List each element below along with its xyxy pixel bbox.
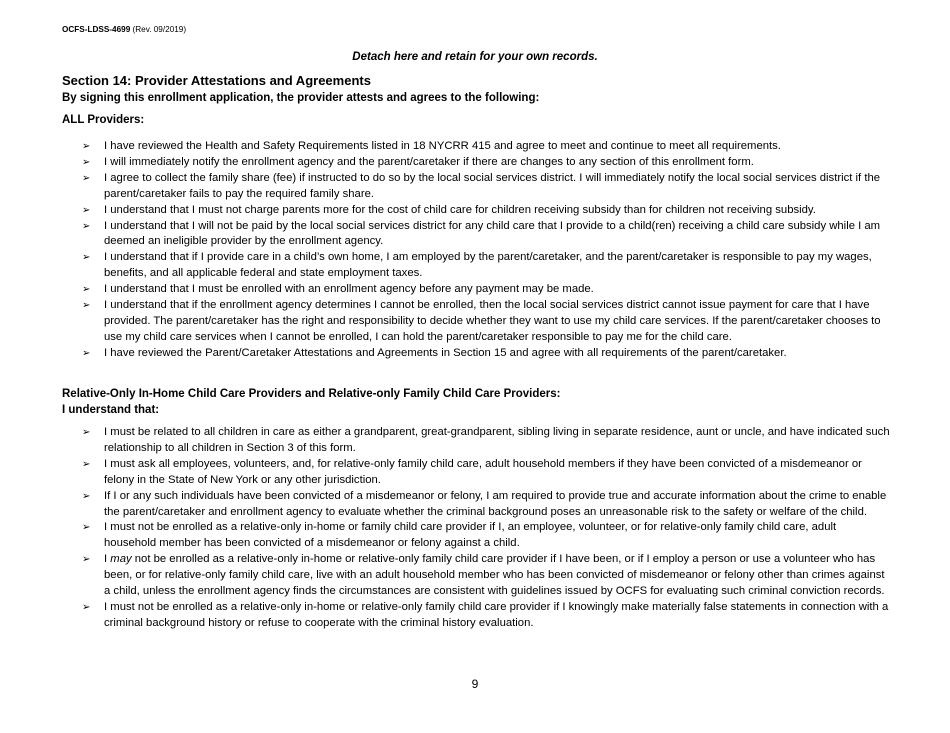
list-item (0, 298, 890, 346)
section-intro: By signing this enrollment application, the provider attests and agrees to the following: (62, 92, 540, 104)
list-item-text: I must ask all employees, volunteers, and, for relative-only family child care, adult household members if they have been convicted of a misdemeanor or felony in the State of New York or any other jurisdiction. (104, 457, 862, 486)
list-item (0, 282, 890, 298)
list-item (0, 155, 890, 171)
detach-note: Detach here and retain for your own records. (352, 51, 598, 63)
list-item (0, 552, 890, 600)
list-item (0, 520, 890, 552)
list-item-text: I understand that I must be enrolled with an enrollment agency before any payment may be made. (104, 283, 594, 296)
relative-providers-list (0, 425, 890, 632)
list-item-text: I understand that if the enrollment agency determines I cannot be enrolled, then the local social services district cannot issue payment for care that I have provided. The parent/caretaker has the right and responsibility to decide whether they want to use my child care services. If the parent/caretaker chooses to use my child care services when I cannot be enrolled, I can hold the parent/caretaker responsible to pay me for the child care. (104, 299, 881, 343)
all-providers-heading: ALL Providers: (62, 114, 145, 126)
list-item (0, 600, 890, 632)
list-item (0, 203, 890, 219)
list-item-text: I have reviewed the Parent/Caretaker Attestations and Agreements in Section 15 and agree with all requirements of the parent/caretaker. (104, 346, 787, 359)
list-item-text: I must be related to all children in care as either a grandparent, great-grandparent, sibling living in separate residence, aunt or uncle, and have indicated such relationship to all children in Section 3 of this form. (104, 426, 890, 454)
arrow-bullet-icon: ➢ (82, 427, 91, 438)
list-item-text: I have reviewed the Health and Safety Requirements listed in 18 NYCRR 415 and agree to meet and continue to meet all requirements. (104, 140, 781, 152)
list-item (0, 250, 890, 282)
arrow-bullet-icon: ➢ (82, 252, 91, 264)
arrow-bullet-icon: ➢ (82, 284, 91, 296)
section-title: Section 14: Provider Attestations and Agreements (62, 73, 371, 88)
all-providers-list (0, 139, 890, 362)
arrow-bullet-icon: ➢ (82, 204, 91, 216)
list-item-text: I understand that I must not charge parents more for the cost of child care for children receiving subsidy than for children not receiving subsidy. (104, 203, 816, 216)
list-item (0, 457, 890, 489)
list-item-text: I agree to collect the family share (fee) if instructed to do so by the local social services district. I will immediately notify the local social services district if the parent/caretaker fails to pay the required family share. (104, 171, 881, 200)
arrow-bullet-icon: ➢ (82, 458, 91, 470)
page-number: 9 (471, 677, 479, 691)
arrow-bullet-icon: ➢ (82, 347, 91, 359)
list-item-text: I must not be enrolled as a relative-only in-home or relative-only family child care provider if I knowingly make materially false statements in connection with a criminal background history or refuse to cooperate with the criminal history evaluation. (104, 600, 889, 629)
arrow-bullet-icon: ➢ (82, 141, 91, 152)
arrow-bullet-icon: ➢ (82, 522, 91, 534)
list-item (0, 346, 890, 362)
form-revision: (Rev. 09/2019) (132, 25, 187, 34)
emphasis-text: may (110, 553, 132, 566)
arrow-bullet-icon: ➢ (82, 490, 91, 502)
arrow-bullet-icon: ➢ (82, 220, 91, 232)
list-item-text: If I or any such individuals have been convicted of a misdemeanor or felony, I am required to provide true and accurate information about the crime to enable the parent/caretaker and enrollment agency to evaluate whether the criminal background poses an unreasonable risk to the safety or welfare of the child. (104, 489, 887, 518)
list-item-text: I will immediately notify the enrollment agency and the parent/caretaker if there are changes to any section of this enrollment form. (104, 155, 754, 168)
form-identifier (62, 25, 186, 34)
list-item-text: I understand that I will not be paid by the local social services district for any child care that I provide to a child(ren) receiving a child care subsidy while I am deemed an ineligible provider by the enrollment agency. (104, 219, 881, 248)
list-item (0, 425, 890, 457)
list-item (0, 171, 890, 203)
list-item (0, 139, 890, 155)
arrow-bullet-icon: ➢ (82, 601, 91, 613)
list-item (0, 489, 890, 521)
form-code: OCFS-LDSS-4699 (62, 25, 131, 34)
list-item-text: I understand that if I provide care in a child’s own home, I am employed by the parent/caretaker, and the parent/caretaker is responsible to pay my wages, benefits, and all applicable federal and state employment taxes. (104, 251, 872, 280)
list-item-text: I must not be enrolled as a relative-only in-home or family child care provider if I, an employee, volunteer, or for relative-only family child care, adult household member has been convicted of a misdemeanor or felony against a child. (104, 521, 837, 550)
arrow-bullet-icon: ➢ (82, 156, 91, 168)
list-item (0, 219, 890, 251)
arrow-bullet-icon: ➢ (82, 554, 91, 566)
relative-providers-heading: Relative-Only In-Home Child Care Providers and Relative-only Family Child Care Providers: (62, 388, 561, 400)
list-item-text: not be enrolled as a relative-only in-home or relative-only family child care provider if I have been, or if I employ a person or use a volunteer who has been, or for relative-only family child care, live with an adult household member who has been convicted of misdemeanor or felony other than crimes against a child, unless the enrollment agency finds the circumstances are consistent with guidelines issued by OCFS for evaluating such criminal conviction records. (104, 553, 885, 598)
arrow-bullet-icon: ➢ (82, 172, 91, 184)
list-item-text: I (104, 553, 111, 566)
relative-providers-subheading: I understand that: (62, 404, 160, 416)
arrow-bullet-icon: ➢ (82, 300, 91, 312)
